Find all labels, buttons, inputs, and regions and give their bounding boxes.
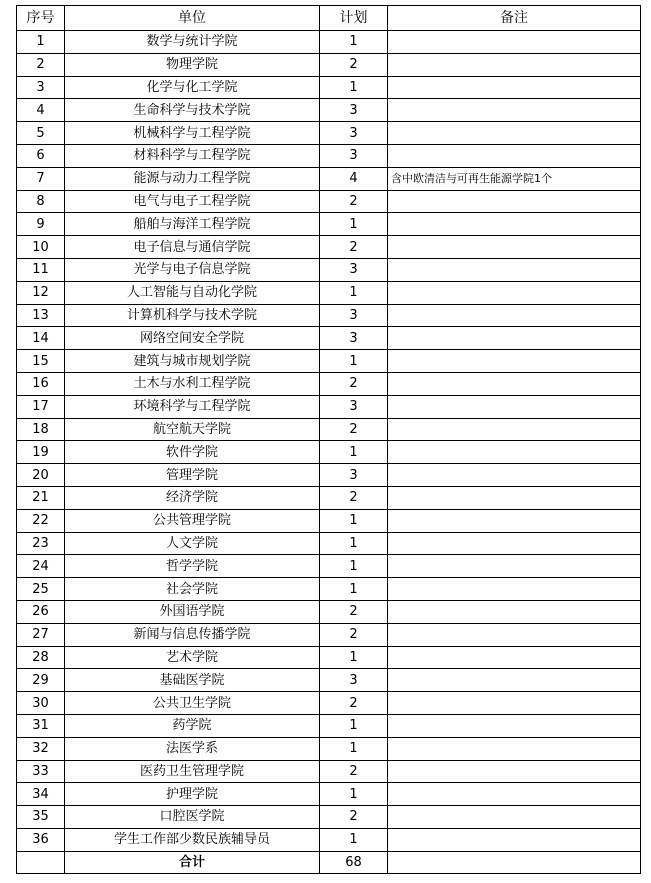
table-row xyxy=(17,464,641,487)
row-index: 26 xyxy=(17,600,65,623)
table-row xyxy=(17,828,641,851)
row-plan: 3 xyxy=(320,395,388,418)
header-row xyxy=(17,6,641,31)
row-index: 24 xyxy=(17,555,65,578)
row-plan: 2 xyxy=(320,53,388,76)
table-row xyxy=(17,692,641,715)
row-note xyxy=(388,555,641,578)
row-unit: 新闻与信息传播学院 xyxy=(65,623,320,646)
row-note xyxy=(388,714,641,737)
row-index: 3 xyxy=(17,76,65,99)
row-plan: 2 xyxy=(320,692,388,715)
row-index: 14 xyxy=(17,327,65,350)
row-unit: 公共卫生学院 xyxy=(65,692,320,715)
table-row xyxy=(17,76,641,99)
table-row xyxy=(17,350,641,373)
row-unit: 口腔医学院 xyxy=(65,806,320,829)
table-row xyxy=(17,99,641,122)
row-index: 11 xyxy=(17,258,65,281)
row-note xyxy=(388,806,641,829)
row-unit: 人工智能与自动化学院 xyxy=(65,281,320,304)
row-unit: 物理学院 xyxy=(65,53,320,76)
table-row xyxy=(17,190,641,213)
row-plan: 1 xyxy=(320,737,388,760)
row-plan: 3 xyxy=(320,327,388,350)
table-row xyxy=(17,236,641,259)
row-note xyxy=(388,623,641,646)
row-index: 18 xyxy=(17,418,65,441)
row-index: 31 xyxy=(17,714,65,737)
row-note xyxy=(388,372,641,395)
table-row xyxy=(17,213,641,236)
row-unit: 网络空间安全学院 xyxy=(65,327,320,350)
row-unit: 法医学系 xyxy=(65,737,320,760)
row-index: 17 xyxy=(17,395,65,418)
row-note xyxy=(388,395,641,418)
row-plan: 2 xyxy=(320,190,388,213)
row-unit: 人文学院 xyxy=(65,532,320,555)
row-plan: 2 xyxy=(320,236,388,259)
row-index: 30 xyxy=(17,692,65,715)
total-index-cell xyxy=(17,851,65,874)
row-plan: 2 xyxy=(320,372,388,395)
table-row xyxy=(17,669,641,692)
row-note xyxy=(388,99,641,122)
row-plan: 3 xyxy=(320,669,388,692)
row-note xyxy=(388,350,641,373)
row-index: 9 xyxy=(17,213,65,236)
row-note xyxy=(388,144,641,167)
row-index: 16 xyxy=(17,372,65,395)
row-unit: 机械科学与工程学院 xyxy=(65,122,320,145)
table-row xyxy=(17,555,641,578)
row-index: 28 xyxy=(17,646,65,669)
row-plan: 1 xyxy=(320,532,388,555)
row-index: 34 xyxy=(17,783,65,806)
row-index: 36 xyxy=(17,828,65,851)
row-index: 27 xyxy=(17,623,65,646)
row-plan: 3 xyxy=(320,258,388,281)
row-index: 10 xyxy=(17,236,65,259)
row-plan: 1 xyxy=(320,828,388,851)
row-plan: 1 xyxy=(320,555,388,578)
header-index: 序号 xyxy=(17,6,65,31)
row-unit: 公共管理学院 xyxy=(65,509,320,532)
row-unit: 能源与动力工程学院 xyxy=(65,167,320,190)
table-row xyxy=(17,646,641,669)
row-unit: 建筑与城市规划学院 xyxy=(65,350,320,373)
table-body xyxy=(17,31,641,852)
table-row xyxy=(17,53,641,76)
row-index: 13 xyxy=(17,304,65,327)
total-row xyxy=(17,851,641,874)
row-note xyxy=(388,236,641,259)
table-row xyxy=(17,578,641,601)
table-row xyxy=(17,327,641,350)
row-plan: 2 xyxy=(320,806,388,829)
row-plan: 2 xyxy=(320,418,388,441)
table-row xyxy=(17,714,641,737)
row-plan: 1 xyxy=(320,76,388,99)
row-unit: 管理学院 xyxy=(65,464,320,487)
table-row xyxy=(17,395,641,418)
row-note xyxy=(388,600,641,623)
row-index: 6 xyxy=(17,144,65,167)
row-note xyxy=(388,486,641,509)
row-unit: 船舶与海洋工程学院 xyxy=(65,213,320,236)
row-unit: 材料科学与工程学院 xyxy=(65,144,320,167)
row-unit: 土木与水利工程学院 xyxy=(65,372,320,395)
row-index: 2 xyxy=(17,53,65,76)
row-plan: 1 xyxy=(320,350,388,373)
row-unit: 药学院 xyxy=(65,714,320,737)
table-row xyxy=(17,281,641,304)
row-unit: 光学与电子信息学院 xyxy=(65,258,320,281)
row-plan: 1 xyxy=(320,578,388,601)
table-row xyxy=(17,806,641,829)
row-index: 35 xyxy=(17,806,65,829)
table-row xyxy=(17,486,641,509)
row-note xyxy=(388,76,641,99)
row-plan: 3 xyxy=(320,144,388,167)
table-row xyxy=(17,372,641,395)
row-index: 5 xyxy=(17,122,65,145)
total-label: 合计 xyxy=(65,851,320,874)
row-unit: 电子信息与通信学院 xyxy=(65,236,320,259)
row-index: 25 xyxy=(17,578,65,601)
row-note xyxy=(388,760,641,783)
allocation-table xyxy=(16,5,641,874)
row-unit: 外国语学院 xyxy=(65,600,320,623)
row-note xyxy=(388,190,641,213)
row-unit: 护理学院 xyxy=(65,783,320,806)
row-note xyxy=(388,258,641,281)
row-note xyxy=(388,304,641,327)
table-row xyxy=(17,441,641,464)
row-index: 22 xyxy=(17,509,65,532)
row-plan: 1 xyxy=(320,31,388,54)
row-index: 4 xyxy=(17,99,65,122)
table-row xyxy=(17,122,641,145)
table-row xyxy=(17,31,641,54)
row-index: 33 xyxy=(17,760,65,783)
row-note xyxy=(388,532,641,555)
row-note xyxy=(388,418,641,441)
table-row xyxy=(17,258,641,281)
total-plan: 68 xyxy=(320,851,388,874)
row-index: 32 xyxy=(17,737,65,760)
table-row xyxy=(17,783,641,806)
row-note xyxy=(388,441,641,464)
table-row xyxy=(17,737,641,760)
row-index: 21 xyxy=(17,486,65,509)
row-unit: 航空航天学院 xyxy=(65,418,320,441)
row-index: 20 xyxy=(17,464,65,487)
row-note xyxy=(388,464,641,487)
table-row xyxy=(17,600,641,623)
row-unit: 生命科学与技术学院 xyxy=(65,99,320,122)
row-plan: 1 xyxy=(320,441,388,464)
row-note xyxy=(388,646,641,669)
row-plan: 2 xyxy=(320,623,388,646)
row-index: 12 xyxy=(17,281,65,304)
row-plan: 3 xyxy=(320,122,388,145)
row-unit: 数学与统计学院 xyxy=(65,31,320,54)
table-row xyxy=(17,167,641,190)
table-row xyxy=(17,760,641,783)
row-note xyxy=(388,669,641,692)
row-note xyxy=(388,578,641,601)
row-plan: 2 xyxy=(320,486,388,509)
row-index: 15 xyxy=(17,350,65,373)
row-unit: 艺术学院 xyxy=(65,646,320,669)
row-index: 29 xyxy=(17,669,65,692)
row-plan: 1 xyxy=(320,714,388,737)
row-unit: 基础医学院 xyxy=(65,669,320,692)
row-plan: 2 xyxy=(320,760,388,783)
row-index: 19 xyxy=(17,441,65,464)
row-note xyxy=(388,327,641,350)
row-plan: 1 xyxy=(320,783,388,806)
row-index: 8 xyxy=(17,190,65,213)
row-plan: 1 xyxy=(320,281,388,304)
table-row xyxy=(17,532,641,555)
header-note: 备注 xyxy=(388,6,641,31)
row-note: 含中欧清洁与可再生能源学院1个 xyxy=(388,167,641,190)
header-plan: 计划 xyxy=(320,6,388,31)
header-unit: 单位 xyxy=(65,6,320,31)
row-note xyxy=(388,692,641,715)
row-unit: 社会学院 xyxy=(65,578,320,601)
row-note xyxy=(388,828,641,851)
row-plan: 3 xyxy=(320,464,388,487)
row-note xyxy=(388,122,641,145)
row-unit: 电气与电子工程学院 xyxy=(65,190,320,213)
table-row xyxy=(17,418,641,441)
row-plan: 2 xyxy=(320,600,388,623)
row-note xyxy=(388,213,641,236)
row-plan: 1 xyxy=(320,646,388,669)
row-note xyxy=(388,783,641,806)
row-note xyxy=(388,509,641,532)
row-note xyxy=(388,281,641,304)
table-row xyxy=(17,304,641,327)
row-plan: 3 xyxy=(320,99,388,122)
table-row xyxy=(17,144,641,167)
table-row xyxy=(17,623,641,646)
row-index: 7 xyxy=(17,167,65,190)
row-note xyxy=(388,53,641,76)
row-unit: 医药卫生管理学院 xyxy=(65,760,320,783)
row-unit: 经济学院 xyxy=(65,486,320,509)
row-unit: 软件学院 xyxy=(65,441,320,464)
row-unit: 环境科学与工程学院 xyxy=(65,395,320,418)
table-row xyxy=(17,509,641,532)
row-index: 23 xyxy=(17,532,65,555)
row-note xyxy=(388,737,641,760)
row-plan: 3 xyxy=(320,304,388,327)
row-unit: 哲学学院 xyxy=(65,555,320,578)
row-plan: 4 xyxy=(320,167,388,190)
row-plan: 1 xyxy=(320,213,388,236)
row-index: 1 xyxy=(17,31,65,54)
row-plan: 1 xyxy=(320,509,388,532)
row-unit: 计算机科学与技术学院 xyxy=(65,304,320,327)
row-note xyxy=(388,31,641,54)
total-note-cell xyxy=(388,851,641,874)
row-unit: 化学与化工学院 xyxy=(65,76,320,99)
row-unit: 学生工作部少数民族辅导员 xyxy=(65,828,320,851)
